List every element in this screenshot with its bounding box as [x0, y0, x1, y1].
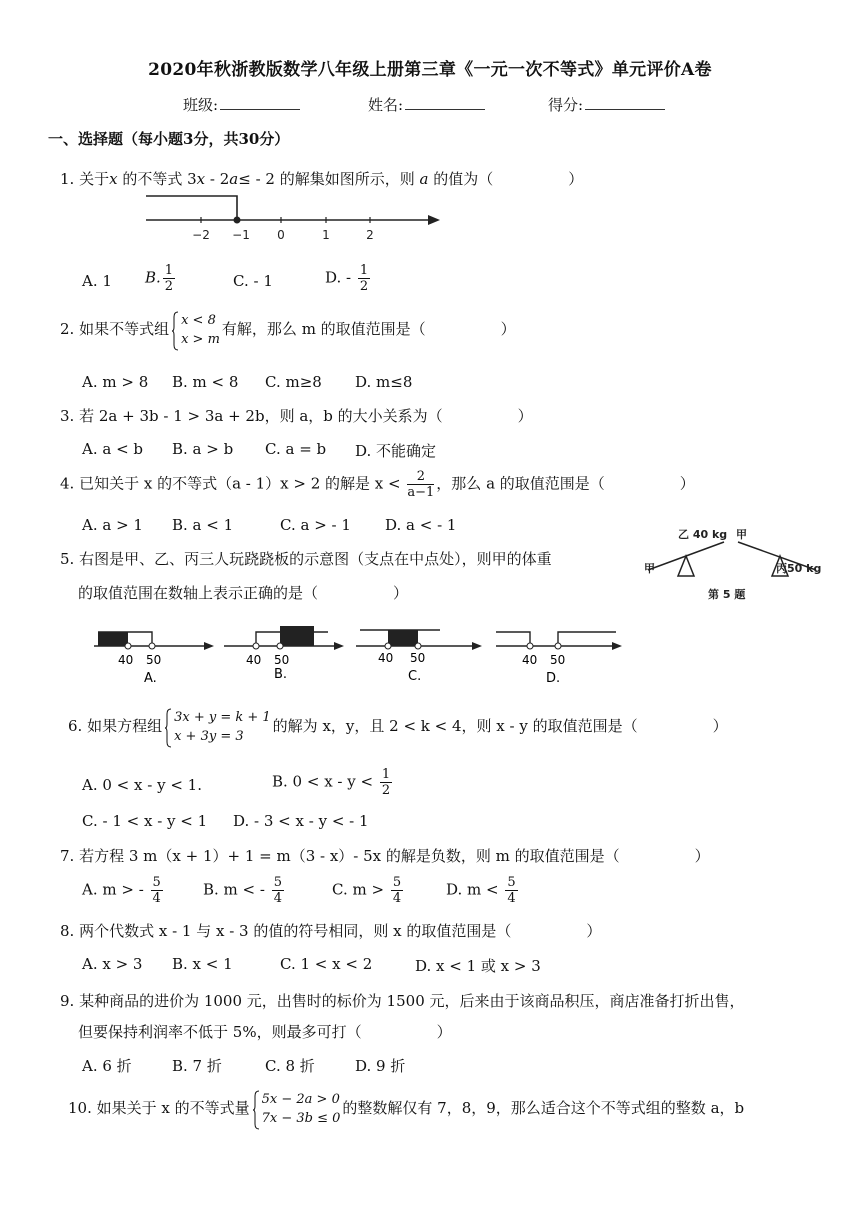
q4-option-c[interactable]: C. a > - 1 [280, 516, 351, 534]
q2-option-c[interactable]: C. m≥8 [265, 373, 322, 391]
seesaw-label-yi: 乙 40 kg [678, 528, 728, 541]
q5-option-c: C. [408, 669, 422, 684]
svg-text:40: 40 [118, 653, 134, 667]
q3-option-a[interactable]: A. a < b [82, 440, 144, 458]
tick-label: −2 [192, 228, 210, 242]
q4-option-a[interactable]: A. a > 1 [82, 516, 143, 534]
seesaw-label-bing: 丙50 kg [776, 562, 822, 575]
q2-option-a[interactable]: A. m > 8 [82, 373, 149, 391]
q9-option-a[interactable]: A. 6 折 [82, 1057, 132, 1075]
q1-option-b[interactable]: B. $\frac{1}{2}$ [145, 263, 174, 294]
q8-option-a[interactable]: A. x > 3 [82, 955, 143, 973]
score-field [548, 94, 665, 115]
q7-option-d[interactable]: D. m < $\frac{5}{4}$ [446, 875, 516, 906]
q4-option-b[interactable]: B. a < 1 [172, 516, 234, 534]
q8-option-d[interactable]: D. x < 1 或 x > 3 [415, 957, 541, 975]
question-5-line-2: 的取值范围在数轴上表示正确的是（ ） [78, 584, 409, 602]
q7-option-a[interactable]: A. m > - $\frac{5}{4}$ [82, 875, 161, 906]
q2-option-b[interactable]: B. m < 8 [172, 373, 239, 391]
class-field [183, 94, 300, 115]
tick-label: 2 [366, 228, 374, 242]
section-heading: 一、选择题（每小题3分，共30分） [48, 130, 290, 148]
question-8: 8. 两个代数式 x - 1 与 x - 3 的值的符号相同，则 x 的取值范围是（ ） [60, 922, 602, 940]
q5-axis-d [496, 632, 622, 686]
name-field [368, 94, 485, 115]
q6-option-b[interactable]: B. 0 < x - y < $\frac{1}{2}$ [272, 767, 391, 798]
q5-axis-a [94, 632, 214, 686]
question-5-line-1: 5. 右图是甲、乙、丙三人玩跷跷板的示意图（支点在中点处），则甲的体重 [60, 550, 552, 568]
question-2: 2. 如果不等式组 x < 8 x > m 有解，那么 m 的取值范围是（ ） [60, 311, 516, 349]
q9-option-d[interactable]: D. 9 折 [355, 1057, 406, 1075]
q1-number-line [140, 190, 450, 245]
q9-option-b[interactable]: B. 7 折 [172, 1057, 222, 1075]
svg-text:40: 40 [522, 653, 538, 667]
svg-text:40: 40 [378, 651, 394, 665]
question-10: 10. 如果关于 x 的不等式量 5x − 2a > 0 7x − 3b ≤ 0 的整数解仅有 7，8，9，那么适合这个不等式组的整数 a，b [68, 1090, 744, 1128]
q8-option-c[interactable]: C. 1 < x < 2 [280, 955, 373, 973]
class-blank[interactable] [220, 95, 300, 110]
q1-option-d[interactable]: D. - $\frac{1}{2}$ [325, 263, 369, 294]
svg-text:50: 50 [550, 653, 566, 667]
svg-text:50: 50 [410, 651, 426, 665]
q6-option-d[interactable]: D. - 3 < x - y < - 1 [233, 812, 369, 830]
q6-option-c[interactable]: C. - 1 < x - y < 1 [82, 812, 208, 830]
score-label: 得分: [548, 96, 584, 114]
name-label: 姓名: [368, 96, 404, 114]
page-title: 2020年秋浙教版数学八年级上册第三章《一元一次不等式》单元评价A卷 [148, 60, 712, 80]
q3-option-c[interactable]: C. a = b [265, 440, 327, 458]
q5-axis-c [356, 630, 482, 684]
question-6: 6. 如果方程组 3x + y = k + 1 x + 3y = 3 的解为 x，y，且 2 < k < 4，则 x - y 的取值范围是（ ） [68, 708, 728, 746]
q5-option-a: A. [144, 671, 157, 686]
tick-label: 1 [322, 228, 330, 242]
seesaw-caption: 第 5 题 [708, 588, 746, 601]
question-9-line-2: 但要保持利润率不低于 5%，则最多可打（ ） [78, 1023, 452, 1041]
tick-label: −1 [232, 228, 250, 242]
class-label: 班级: [183, 96, 219, 114]
q4-option-d[interactable]: D. a < - 1 [385, 516, 457, 534]
question-3: 3. 若 2a + 3b - 1 > 3a + 2b，则 a，b 的大小关系为（ ） [60, 407, 533, 425]
q5-option-b: B. [274, 667, 288, 682]
svg-text:40: 40 [246, 653, 262, 667]
svg-text:50: 50 [274, 653, 290, 667]
q3-option-d[interactable]: D. 不能确定 [355, 442, 437, 460]
question-1: 1. 关于x 的不等式 3x - 2a≤ - 2 的解集如图所示，则 a 的值为（ ） [60, 170, 584, 188]
q5-axis-b [224, 626, 344, 682]
q5-option-d: D. [546, 671, 561, 686]
question-4: 4. 已知关于 x 的不等式（a - 1）x > 2 的解是 x < $\frac{2}{a-1}$ ，那么 a 的取值范围是（ ） [60, 469, 695, 500]
name-blank[interactable] [405, 95, 485, 110]
q8-option-b[interactable]: B. x < 1 [172, 955, 233, 973]
question-7: 7. 若方程 3 m（x + 1）+ 1 = m（3 - x）- 5x 的解是负数，则 m 的取值范围是（ ） [60, 847, 710, 865]
seesaw-label-jia-top: 甲 [736, 528, 747, 541]
q1-option-a[interactable]: A. 1 [82, 272, 112, 290]
question-9-line-1: 9. 某种商品的进价为 1000 元，出售时的标价为 1500 元，后来由于该商品积压，商店准备打折出售， [60, 992, 745, 1010]
tick-label: 0 [277, 228, 285, 242]
svg-text:50: 50 [146, 653, 162, 667]
q7-option-c[interactable]: C. m > $\frac{5}{4}$ [332, 875, 402, 906]
q6-option-a[interactable]: A. 0 < x - y < 1. [82, 776, 202, 794]
q2-option-d[interactable]: D. m≤8 [355, 373, 413, 391]
q1-option-c[interactable]: C. - 1 [233, 272, 273, 290]
q9-option-c[interactable]: C. 8 折 [265, 1057, 315, 1075]
q7-option-b[interactable]: B. m < - $\frac{5}{4}$ [203, 875, 283, 906]
seesaw-label-jia-left: 甲 [644, 562, 655, 575]
score-blank[interactable] [585, 95, 665, 110]
seesaw-figure [640, 520, 830, 620]
q3-option-b[interactable]: B. a > b [172, 440, 234, 458]
q5-number-lines [90, 620, 630, 688]
